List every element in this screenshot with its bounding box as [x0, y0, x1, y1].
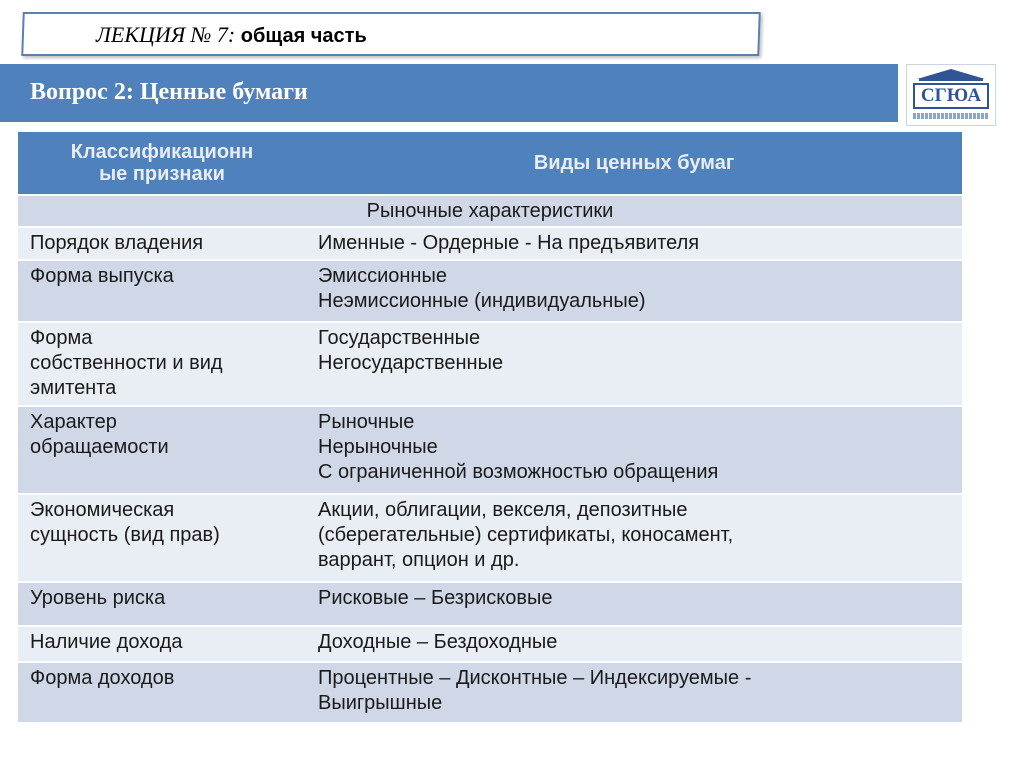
table-row [18, 406, 962, 494]
types-cell: Рыночные Нерыночные С ограниченной возможностью обращения [306, 406, 962, 494]
table-row [18, 322, 962, 406]
lecture-heading [96, 22, 367, 48]
section-row [18, 195, 962, 227]
securities-table [18, 132, 962, 722]
university-logo [906, 64, 996, 126]
feature-cell: Экономическая сущность (вид прав) [18, 494, 306, 582]
types-cell: Государственные Негосударственные [306, 322, 962, 406]
feature-cell: Форма выпуска [18, 260, 306, 322]
page-title: Вопрос 2: Ценные бумаги [30, 79, 308, 105]
table-row [18, 260, 962, 322]
feature-cell: Форма собственности и вид эмитента [18, 322, 306, 406]
table-row [18, 626, 962, 662]
feature-cell: Наличие дохода [18, 626, 306, 662]
table-row [18, 582, 962, 626]
types-cell: Доходные – Бездоходные [306, 626, 962, 662]
header-feature: Классификационн ые признаки [18, 132, 306, 195]
feature-cell: Форма доходов [18, 662, 306, 722]
table-header-row [18, 132, 962, 195]
types-cell: Эмиссионные Неэмиссионные (индивидуальные) [306, 260, 962, 322]
table-row [18, 227, 962, 260]
table-row [18, 662, 962, 722]
building-icon [915, 69, 987, 81]
logo-caption-decoration [913, 113, 989, 119]
types-cell: Именные - Ордерные - На предъявителя [306, 227, 962, 260]
table-row [18, 494, 962, 582]
types-cell: Процентные – Дисконтные – Индексируемые - Выигрышные [306, 662, 962, 722]
feature-cell: Характер обращаемости [18, 406, 306, 494]
feature-cell: Порядок владения [18, 227, 306, 260]
header-types: Виды ценных бумаг [306, 132, 962, 195]
feature-cell: Уровень риска [18, 582, 306, 626]
logo-abbr: СГЮА [913, 83, 989, 109]
lecture-subtitle: общая часть [240, 25, 367, 47]
lecture-label: ЛЕКЦИЯ № 7: [96, 22, 236, 47]
section-label: Рыночные характеристики [18, 195, 962, 227]
types-cell: Акции, облигации, векселя, депозитные (сберегательные) сертификаты, коносамент, варрант, опцион и др. [306, 494, 962, 582]
types-cell: Рисковые – Безрисковые [306, 582, 962, 626]
